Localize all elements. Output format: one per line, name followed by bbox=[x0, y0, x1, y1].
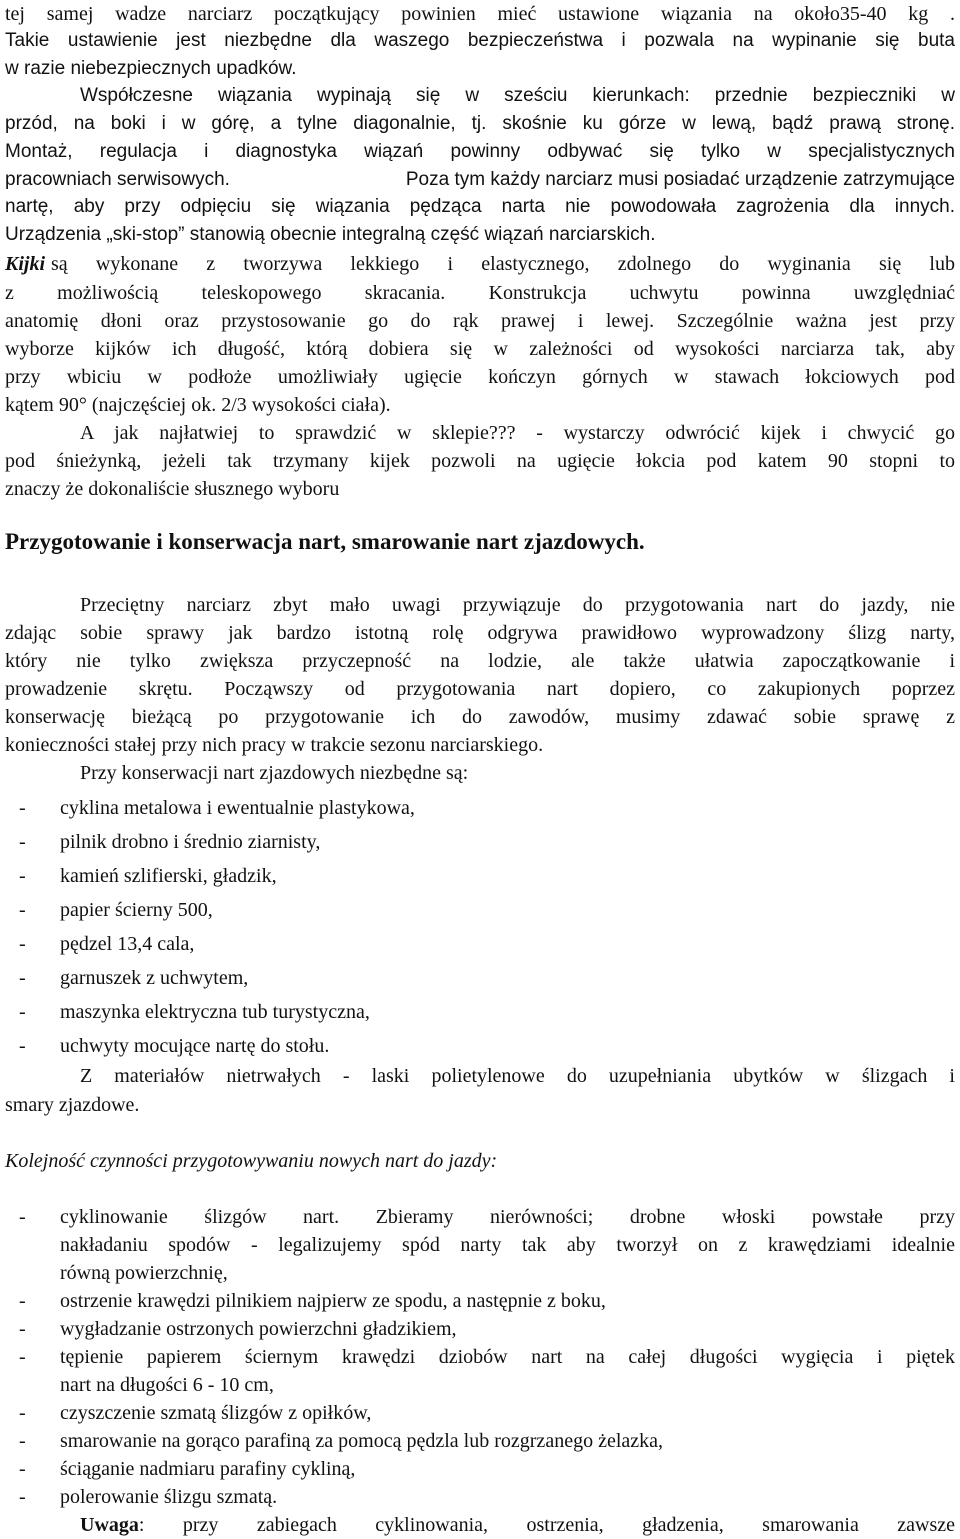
text-line: Takie ustawienie jest niezbędne dla waszego bezpieczeństwa i pozwala na wypinanie się buta bbox=[5, 30, 955, 51]
kijki-term: Kijki bbox=[5, 253, 46, 275]
list-bullet: - bbox=[19, 1346, 26, 1368]
list-item bbox=[5, 998, 955, 1026]
text-line: Z materiałów nietrwałych - laski polietylenowe do uzupełniania ubytków w ślizgach i bbox=[80, 1065, 955, 1087]
list-bullet: - bbox=[19, 933, 26, 955]
text-line: konieczności stałej przy nich pracy w trakcie sezonu narciarskiego. bbox=[5, 734, 544, 756]
text-line: wyborze kijków ich długość, którą dobiera się w zależności od wysokości narciarza tak, aby bbox=[5, 338, 955, 360]
list-item-text: tępienie papierem ściernym krawędzi dziobów nart na całej długości wygięcia i piętek bbox=[60, 1346, 955, 1368]
list-item-continuation bbox=[5, 1259, 955, 1287]
list-item bbox=[5, 1032, 955, 1060]
list-item-text: kamień szlifierski, gładzik, bbox=[60, 865, 277, 887]
list-item bbox=[5, 1455, 955, 1483]
list-item-text: nakładaniu spodów - legalizujemy spód narty tak aby tworzył on z krawędziami idealnie bbox=[60, 1234, 955, 1256]
list-bullet: - bbox=[19, 1035, 26, 1057]
list-item-text: cyklina metalowa i ewentualnie plastykowa, bbox=[60, 797, 415, 819]
text-line: nartę, aby przy odpięciu się wiązania pędząca narta nie powodowała zagrożenia dla innych. bbox=[5, 196, 955, 217]
list-bullet: - bbox=[19, 899, 26, 921]
list-item-text: pędzel 13,4 cala, bbox=[60, 933, 195, 955]
list-item bbox=[5, 828, 955, 856]
list-bullet: - bbox=[19, 1290, 26, 1312]
list-item-text: cyklinowanie ślizgów nart. Zbieramy nierówności; drobne włoski powstałe przy bbox=[60, 1206, 955, 1228]
text-line: przy wbiciu w podłoże umożliwiały ugięcie kończyn górnych w stawach łokciowych pod bbox=[5, 366, 955, 388]
text-line: A jak najłatwiej to sprawdzić w sklepie??? - wystarczy odwrócić kijek i chwycić go bbox=[80, 422, 955, 444]
list-item bbox=[5, 1399, 955, 1427]
note-text: : przy zabiegach cyklinowania, ostrzenia, gładzenia, smarowania zawsze bbox=[138, 1514, 955, 1536]
text-line: który nie tylko zwiększa przyczepność na lodzie, ale także ułatwia zapoczątkowanie i bbox=[5, 650, 955, 672]
list-item-text: ściąganie nadmiaru parafiny cykliną, bbox=[60, 1458, 356, 1480]
note-label: Uwaga bbox=[80, 1514, 139, 1536]
text-line: przód, na boki i w górę, a tylne diagonalnie, tj. skośnie ku górze w lewą, bądź prawą stronę. bbox=[5, 113, 955, 134]
text-fragment: pracowniach serwisowych. bbox=[5, 169, 230, 190]
text-line: zdając sobie sprawy jak bardzo istotną rolę odgrywa prawidłowo wyprowadzony ślizg narty, bbox=[5, 622, 955, 644]
section-heading: Przygotowanie i konserwacja nart, smarowanie nart zjazdowych. bbox=[5, 529, 645, 554]
list-item bbox=[5, 1343, 955, 1371]
list-item-text: wygładzanie ostrzonych powierzchni gładzikiem, bbox=[60, 1318, 457, 1340]
list-item-text: smarowanie na gorąco parafiną za pomocą pędzla lub rozgrzanego żelazka, bbox=[60, 1430, 664, 1452]
list-item-text: ostrzenie krawędzi pilnikiem najpierw ze spodu, a następnie z boku, bbox=[60, 1290, 606, 1312]
text-line: Montaż, regulacja i diagnostyka wiązań powinny odbywać się tylko w specjalistycznych bbox=[5, 141, 955, 162]
text-line: znaczy że dokonaliście słusznego wyboru bbox=[5, 478, 340, 500]
list-item bbox=[5, 794, 955, 822]
list-bullet: - bbox=[19, 1486, 26, 1508]
list-item bbox=[5, 1427, 955, 1455]
text-line: kątem 90° (najczęściej ok. 2/3 wysokości ciała). bbox=[5, 394, 391, 416]
list-item-text: maszynka elektryczna tub turystyczna, bbox=[60, 1001, 370, 1023]
text-line: Przeciętny narciarz zbyt mało uwagi przywiązuje do przygotowania nart do jazdy, nie bbox=[80, 594, 955, 616]
text-line: w razie niebezpiecznych upadków. bbox=[5, 58, 297, 79]
text-line bbox=[5, 166, 955, 194]
text-line: smary zjazdowe. bbox=[5, 1094, 140, 1116]
list-item-text: czyszczenie szmatą ślizgów z opiłków, bbox=[60, 1402, 372, 1424]
list-bullet: - bbox=[19, 1402, 26, 1424]
list-bullet: - bbox=[19, 1318, 26, 1340]
list-item-text: nart na długości 6 - 10 cm, bbox=[60, 1374, 274, 1396]
list-bullet: - bbox=[19, 967, 26, 989]
list-item bbox=[5, 930, 955, 958]
list-item bbox=[5, 1483, 955, 1511]
text-line: pod śnieżynką, jeżeli tak trzymany kijek pozwoli na ugięcie łokcia pod katem 90 stopni to bbox=[5, 450, 955, 472]
list-item-text: papier ścierny 500, bbox=[60, 899, 213, 921]
list-bullet: - bbox=[19, 797, 26, 819]
list-item-text: uchwyty mocujące nartę do stołu. bbox=[60, 1035, 330, 1057]
text-fragment: są wykonane z tworzywa lekkiego i elastycznego, zdolnego do wyginania się lub bbox=[51, 253, 955, 275]
list-item bbox=[5, 964, 955, 992]
text-fragment: Poza tym każdy narciarz musi posiadać urządzenie zatrzymujące bbox=[405, 169, 955, 190]
list-item-text: polerowanie ślizgu szmatą. bbox=[60, 1486, 278, 1508]
note-line bbox=[80, 1511, 955, 1539]
list-bullet: - bbox=[19, 1430, 26, 1452]
list-bullet: - bbox=[19, 865, 26, 887]
list-bullet: - bbox=[19, 831, 26, 853]
list-item-text: garnuszek z uchwytem, bbox=[60, 967, 249, 989]
list-item bbox=[5, 1287, 955, 1315]
text-line: prowadzenie skrętu. Począwszy od przygotowania nart dopiero, co zakupionych poprzez bbox=[5, 678, 955, 700]
list-item-continuation bbox=[5, 1371, 955, 1399]
list-item bbox=[5, 1315, 955, 1343]
text-line: Współczesne wiązania wypinają się w sześciu kierunkach: przednie bezpieczniki w bbox=[80, 85, 955, 106]
text-line: anatomię dłoni oraz przystosowanie go do rąk prawej i lewej. Szczególnie ważna jest przy bbox=[5, 310, 955, 332]
text-line: Urządzenia „ski-stop” stanowią obecnie integralną część wiązań narciarskich. bbox=[5, 224, 656, 245]
text-line: z możliwością teleskopowego skracania. Konstrukcja uchwytu powinna uwzględniać bbox=[5, 282, 955, 304]
text-line: konserwację bieżącą po przygotowanie ich do zawodów, musimy zdawać sobie sprawę z bbox=[5, 706, 955, 728]
list-item-continuation bbox=[5, 1231, 955, 1259]
list-bullet: - bbox=[19, 1206, 26, 1228]
text-line: Przy konserwacji nart zjazdowych niezbędne są: bbox=[80, 762, 469, 784]
steps-heading: Kolejność czynności przygotowywaniu nowych nart do jazdy: bbox=[5, 1150, 498, 1172]
list-bullet: - bbox=[19, 1458, 26, 1480]
list-item bbox=[5, 896, 955, 924]
list-bullet: - bbox=[19, 1001, 26, 1023]
list-item-text: pilnik drobno i średnio ziarnisty, bbox=[60, 831, 321, 853]
text-line: tej samej wadze narciarz początkujący powinien mieć ustawione wiązania na około35-40 kg . bbox=[5, 3, 955, 25]
list-item bbox=[5, 862, 955, 890]
text-line bbox=[5, 250, 955, 278]
list-item bbox=[5, 1203, 955, 1231]
list-item-text: równą powierzchnię, bbox=[60, 1262, 228, 1284]
